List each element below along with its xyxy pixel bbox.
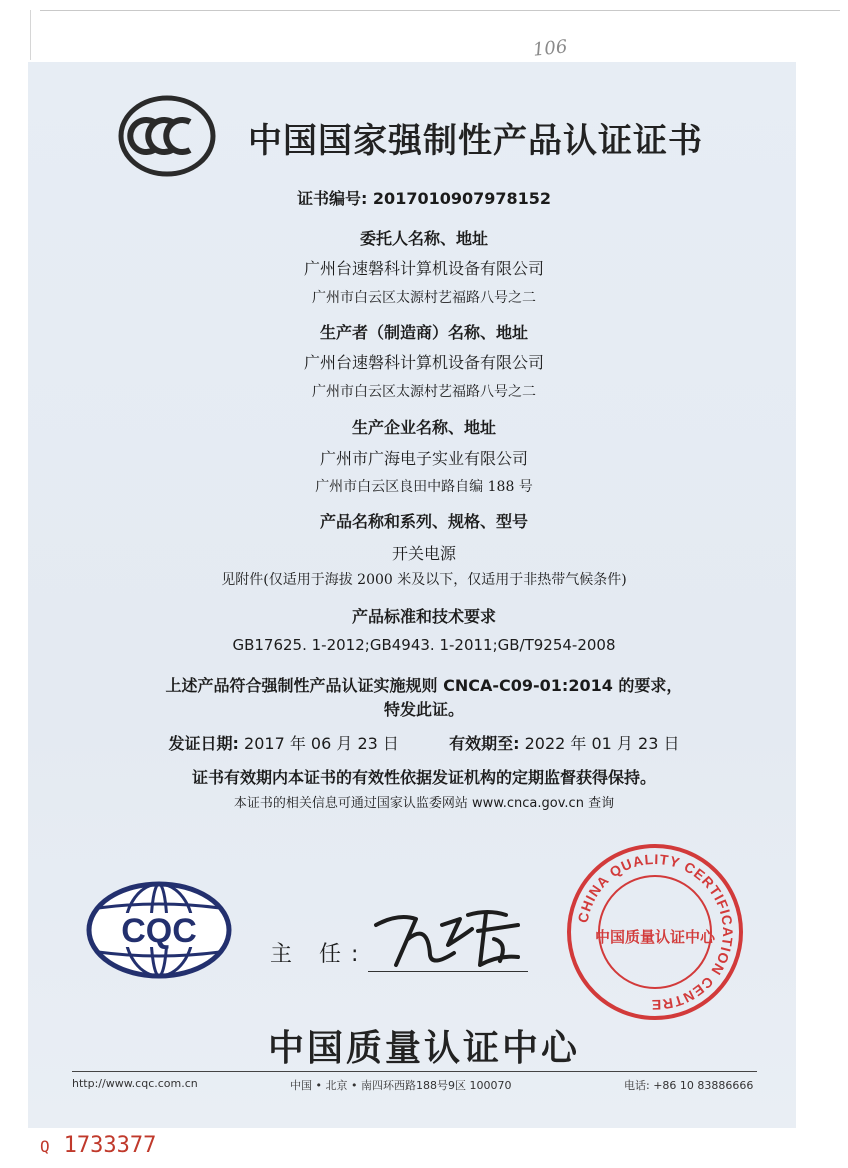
validity-note: 证书有效期内本证书的有效性依据发证机构的定期监督获得保持。 xyxy=(191,768,656,787)
issuing-organization: 中国质量认证中心 xyxy=(267,1028,580,1069)
factory-name: 广州市广海电子实业有限公司 xyxy=(319,449,528,468)
serial-value: 1733377 xyxy=(63,1133,157,1158)
expiry-date-label: 有效期至: xyxy=(449,734,520,753)
serial-number xyxy=(40,1133,156,1158)
product-heading: 产品名称和系列、规格、型号 xyxy=(319,512,528,531)
signature-line xyxy=(368,971,528,972)
director-label: 主 任: xyxy=(270,942,369,967)
product-name: 开关电源 xyxy=(391,544,456,563)
certificate-title: 中国国家强制性产品认证证书 xyxy=(248,121,703,161)
cert-number-label: 证书编号: xyxy=(296,189,368,208)
footer-phone: 电话: +86 10 83886666 xyxy=(624,1079,754,1092)
product-note: 见附件(仅适用于海拔 2000 米及以下，仅适用于非热带气候条件) xyxy=(221,572,627,588)
cqc-logo-icon xyxy=(84,880,234,980)
footer-address: 中国 • 北京 • 南四环西路188号9区 100070 xyxy=(290,1079,512,1092)
factory-address: 广州市白云区良田中路自编 188 号 xyxy=(315,479,533,495)
applicant-name: 广州台速磐科计算机设备有限公司 xyxy=(303,259,544,278)
query-note: 本证书的相关信息可通过国家认监委网站 www.cnca.gov.cn 查询 xyxy=(233,796,615,811)
seal-outer-text: CHINA QUALITY CERTIFICATION CENTRE xyxy=(574,850,737,1014)
director-signature xyxy=(368,895,538,980)
scan-edge-line xyxy=(40,10,840,11)
footer-website: http://www.cqc.com.cn xyxy=(72,1077,198,1090)
footer-divider xyxy=(72,1071,757,1072)
cqc-logo-text: CQC xyxy=(121,912,197,950)
scan-edge-line-left xyxy=(30,10,31,60)
standards-heading: 产品标准和技术要求 xyxy=(351,607,496,626)
seal-inner-text: 中国质量认证中心 xyxy=(594,928,716,946)
applicant-address: 广州市白云区太源村艺福路八号之二 xyxy=(312,290,536,306)
statement-line-1: 上述产品符合强制性产品认证实施规则 CNCA-C09-01:2014 的要求， xyxy=(165,676,683,695)
standards-value: GB17625. 1-2012;GB4943. 1-2011;GB/T9254-2008 xyxy=(232,636,616,654)
statement-line-2: 特发此证。 xyxy=(383,700,464,719)
factory-heading: 生产企业名称、地址 xyxy=(351,418,496,437)
serial-prefix: Q xyxy=(40,1137,50,1156)
cqc-official-seal xyxy=(565,842,745,1022)
cert-number-value: 2017010907978152 xyxy=(372,189,552,208)
manufacturer-name: 广州台速磐科计算机设备有限公司 xyxy=(303,353,544,372)
ccc-logo-icon xyxy=(118,95,216,177)
manufacturer-address: 广州市白云区太源村艺福路八号之二 xyxy=(312,384,536,400)
issue-date-label: 发证日期: xyxy=(168,734,239,753)
cert-number-row xyxy=(0,186,848,209)
applicant-heading: 委托人名称、地址 xyxy=(359,229,488,248)
expiry-date-value: 2022 年 01 月 23 日 xyxy=(524,734,680,753)
dates-row xyxy=(0,731,848,754)
manufacturer-heading: 生产者（制造商）名称、地址 xyxy=(319,323,528,342)
handwritten-note: 106 xyxy=(531,36,569,61)
issue-date-value: 2017 年 06 月 23 日 xyxy=(244,734,399,753)
